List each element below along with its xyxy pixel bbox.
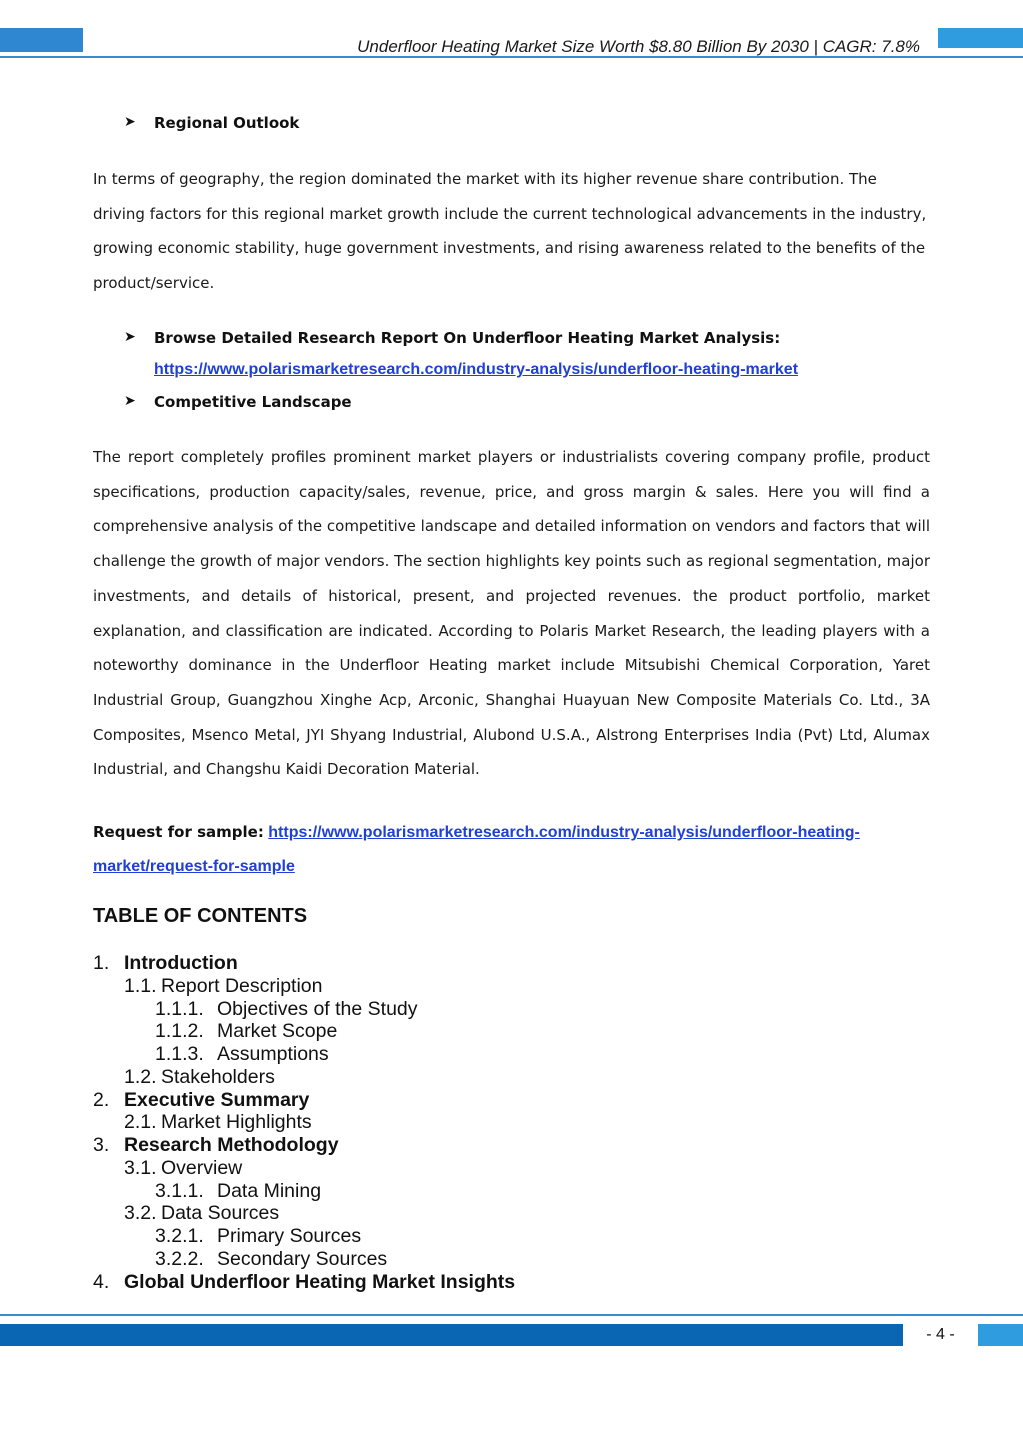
header-accent-right	[938, 28, 1023, 48]
toc-item-text: Secondary Sources	[217, 1247, 388, 1270]
footer-rule	[0, 1314, 1023, 1316]
regional-outlook-paragraph: In terms of geography, the region dominated the market with its higher revenue share contribution. The driving factors for this regional market growth include the current technological advancements in the industry, growing economic stability, huge government investments, and rising awareness related to the benefits of the product/service.	[93, 170, 927, 293]
toc-item-number: 1.	[93, 952, 110, 974]
toc-item-number: 3.1.	[124, 1156, 157, 1179]
toc-item-number: 2.1.	[124, 1111, 157, 1134]
toc-item-number: 1.1.1.	[155, 997, 204, 1020]
toc-item-text: Data Mining	[217, 1179, 322, 1202]
arrow-bullet-icon: ➤	[124, 329, 136, 345]
page-header-title: Underfloor Heating Market Size Worth $8.80 Billion By 2030 | CAGR: 7.8%	[357, 37, 920, 56]
toc-item-text: Objectives of the Study	[217, 997, 418, 1020]
browse-report-heading-text: Browse Detailed Research Report On Underfloor Heating Market Analysis:	[154, 329, 781, 347]
toc-item-text: Market Scope	[217, 1020, 338, 1043]
toc-item-number: 1.1.3.	[155, 1043, 204, 1065]
toc-item-text: Stakeholders	[161, 1065, 275, 1088]
toc-item-text: Research Methodology	[124, 1134, 339, 1156]
header-rule	[0, 56, 1023, 58]
regional-outlook-heading	[124, 114, 299, 132]
sample-request-link-line2: market/request-for-sample	[93, 858, 295, 875]
toc-item-text: Global Underfloor Heating Market Insights	[124, 1270, 516, 1293]
toc-item-text: Market Highlights	[161, 1111, 312, 1134]
toc-item-text: Primary Sources	[217, 1225, 362, 1247]
toc-item-text: Overview	[161, 1156, 243, 1179]
toc-item-number: 3.1.1.	[155, 1179, 204, 1202]
regional-outlook-heading-text: Regional Outlook	[154, 114, 300, 132]
arrow-bullet-icon: ➤	[124, 114, 136, 130]
competitive-landscape-heading-text: Competitive Landscape	[154, 393, 352, 411]
toc-item-number: 1.2.	[124, 1065, 157, 1088]
sample-request	[93, 815, 933, 884]
toc-item-number: 2.	[93, 1088, 110, 1111]
competitive-landscape-paragraph: The report completely profiles prominent market players or industrialists covering company profile, product specifications, production capacity/sales, revenue, price, and gross margin & sales. Here you will find a comprehensive analysis of the competitive landscape and detailed information on vendors and factors that will challenge the growth of major vendors. The section highlights key points such as regional segmentation, major investments, and details of historical, present, and projected revenues. the product portfolio, market explanation, and classification are indicated. According to Polaris Market Research, the leading players with a noteworthy dominance in the Underfloor Heating market include Mitsubishi Chemical Corporation, Yaret Industrial Group, Guangzhou Xinghe Acp, Arconic, Shanghai Huayuan New Composite Materials Co. Ltd., 3A Composites, Msenco Metal, JYI Shyang Industrial, Alubond U.S.A., Alstrong Enterprises India (Pvt) Ltd, Alumax Industrial, and Changshu Kaidi Decoration Material.	[93, 448, 930, 779]
page-number: - 4 -	[926, 1326, 955, 1343]
sample-request-label: Request for sample:	[93, 823, 264, 841]
toc-item-number: 3.	[93, 1134, 110, 1156]
toc-item-number: 4.	[93, 1270, 110, 1293]
competitive-landscape-heading	[124, 393, 352, 411]
arrow-bullet-icon: ➤	[124, 393, 136, 409]
toc-item-number: 3.2.2.	[155, 1247, 204, 1270]
toc-item-number: 1.1.2.	[155, 1020, 204, 1043]
browse-report-heading	[124, 329, 780, 347]
toc-item-text: Data Sources	[161, 1202, 280, 1225]
toc-item-text: Introduction	[124, 952, 238, 974]
toc-title: TABLE OF CONTENTS	[93, 905, 308, 927]
toc-item-number: 1.1.	[124, 974, 157, 997]
toc-item-text: Assumptions	[217, 1043, 329, 1065]
toc-item-text: Report Description	[161, 974, 323, 997]
browse-report-link[interactable]: https://www.polarismarketresearch.com/industry-analysis/underfloor-heating-market	[154, 361, 799, 378]
toc-item-text: Executive Summary	[124, 1088, 310, 1111]
toc-item-number: 3.2.	[124, 1202, 157, 1225]
toc-item-number: 3.2.1.	[155, 1225, 204, 1247]
footer-bar	[0, 1324, 903, 1346]
sample-request-link-line1: https://www.polarismarketresearch.com/industry-analysis/underfloor-heating-	[268, 824, 860, 841]
footer-accent-right	[978, 1324, 1023, 1346]
